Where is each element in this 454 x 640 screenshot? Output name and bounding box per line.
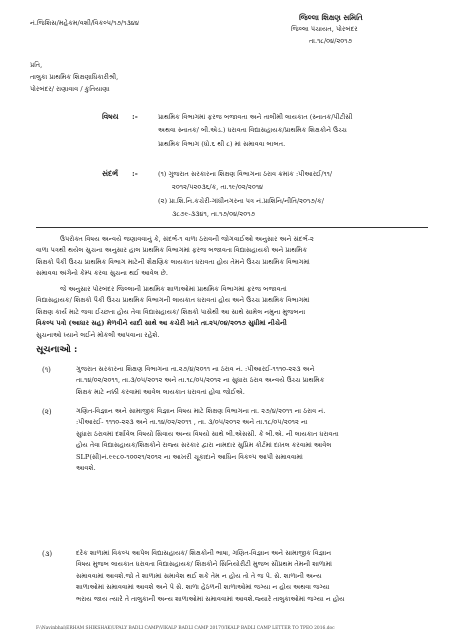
- instruction-item-3: [76, 548, 428, 605]
- reference-item-1: (૧) ગુજરાત સરકારના શિક્ષણ વિભાગના ઠરાવ ક્રમાંક :પીઆરઈ/૧૧/: [158, 170, 333, 178]
- reference-number: નં.જિશિસ/મહેકમ/વશી/વિકલ્પ/૧૭/૧૩૪૪: [30, 19, 140, 27]
- body-paragraph-1: [36, 234, 428, 280]
- paragraph-line: જે અનુસાર પોરબંદર જિલ્લાની પ્રાથમિક શાળાઓમાં પ્રાથમિક વિભાગમાં ફરજ બજાવતાં: [60, 285, 287, 293]
- recipient-places: પોરબંદર/ રાણાવાવ / કુતિયાણા: [30, 85, 110, 93]
- reference-label: સંદર્ભ: [102, 169, 119, 178]
- paragraph-line: સુચનાઓ ધ્યાને લઈને મોકલી આપવાના રહેશે.: [36, 330, 160, 339]
- issuer-address: જિલ્લા પંચાયત, પોરબંદર: [291, 25, 358, 33]
- instructions-heading: સૂચનાઓ :: [36, 345, 78, 355]
- item-line: હોય તેવા વિદ્યાસહાયક/શિક્ષકોને રાજ્ય સરકાર દ્વારા નામદાર સુપ્રિમ કોર્ટમાં દાખલ કરવામાં આવેલ: [76, 441, 332, 450]
- subject-label: વિષય: [102, 112, 119, 121]
- item-number: (૨): [42, 408, 52, 416]
- divider: [36, 227, 428, 228]
- paragraph-line-emphasis: વિકલ્પ પત્રો (આધાર સહ) મેળવીને યાદી સાથે આ કચેરી ખાતે તા.૨૫/૦૪/૨૦૧૭ સુધીમાં નીચેની: [36, 319, 287, 328]
- item-line: દરેક શાળામાં વિકલ્પ આપેલ વિદ્યાસહાયક/ શિક્ષકોની ભાષા, ગણિત-વિજ્ઞાન અને સામાજીક વિજ્ઞાન: [76, 549, 332, 557]
- item-line: ગુજરાત સરકારના શિક્ષણ વિભાગના તા.૨૭/૪/૨૦૧૧ ના ઠરાવ નં. :પીઆરઈ-૧૧૧૦-૨૨૩ અને: [76, 365, 315, 373]
- item-line: સુધારા ઠરાવમાં દર્શાવેલ વિષયો સિવાય અન્ય વિષયો સાથે બી.એસસી. કે બી.એ. ની લાયકાત ધરાવતા: [76, 429, 339, 438]
- issuer-name: જિલ્લા શિક્ષણ સમિતિ: [299, 13, 363, 22]
- body-paragraph-2: [36, 284, 428, 341]
- item-line: ગણિત-વિજ્ઞાન અને સામાજીક વિજ્ઞાન વિષય માટે શિક્ષણ વિભાગના તા. ૨૭/૪/૨૦૧૧ ના ઠરાવ નં.: [76, 407, 326, 415]
- item-line: સમાવવામાં આવશે.જો તે શાળામાં સમાવેશ થઈ શકે તેમ ન હોય તો તે જ પે. સે. શાળાની અન્ય: [76, 571, 322, 580]
- item-line: શાળાઓમાં સમાવવામાં આવશે અને પે સે. શાળા હેઠળની શાળાઓમાં જગ્યા ન હોય અથવા જગ્યા: [76, 583, 330, 592]
- reference-separator: :-: [132, 169, 138, 178]
- paragraph-line: ઉપરોક્ત વિષય અન્વયે જણાવવાનું કે, સંદર્ભ-૧ વાળા ઠરાવની જોગવાઈઓ અનુસાર અને સંદર્ભ-૨: [60, 235, 314, 243]
- paragraph-line: સમાવવા અંગેનો કેમ્પ કરવા સુચના થઈ આવેલ છે.: [36, 269, 168, 278]
- letter-date: તા.૧૮/૦૪/૨૦૧૭: [309, 37, 353, 45]
- recipient-to: પ્રતિ,: [30, 61, 43, 69]
- item-line: આવશે.: [76, 463, 96, 472]
- subject-line: અથવા સ્નાતક/ બી.એડ.) ધરાવતા વિદ્યાસહાયક/પ્રાથમિક શિક્ષકોને ઉચ્ચ: [158, 126, 347, 134]
- paragraph-line: વિદ્યાસહાયક/ શિક્ષકો પૈકી ઉચ્ચ પ્રાથમિક વિભાગની લાયકાત ધરાવતાં હોય અને ઉચ્ચ પ્રાથમિક વિભાગમાં: [36, 296, 310, 305]
- item-line: વિષય મુજબ લાયકાત ધરાવતા વિદ્યાસહાયક/ શિક્ષકોને સિનિયોરીટી મુજબ સૌપ્રથમ તેમની શાળામાં: [76, 560, 333, 569]
- reference-item-2-cont: ૩૮૭૯-૩૩૪૧, તા.૧૭/૦૪/૨૦૧૭: [172, 210, 256, 218]
- instruction-item-2: [76, 406, 428, 474]
- item-line: :પીઆરઈ- ૧૧૧૦-૨૨૩ અને તા.૧૪/૦૨/૨૦૧૧ , તા. ૩/૦૫/૨૦૧૨ અને તા.૧૮/૦૫/૨૦૧૨ ના: [76, 418, 308, 427]
- subject-line: પ્રાથમિક વિભાગમાં ફરજ બજાવતા અને તાલીમી લાયકાત (સ્નાતક/પીટીસી: [158, 113, 353, 121]
- item-line: શિક્ષક માટે નક્કી કરવામાં આવેલ લાયકાત ધરાવતાં હોવા જોઈએ.: [76, 387, 245, 396]
- item-number: (૧): [42, 366, 51, 374]
- reference-item-1-cont: ૨૦૧૨/૫૨૦૩૬/ક, તા.૧૯/૦૨/૨૦૧૪: [172, 183, 264, 191]
- paragraph-line: શિક્ષકો પૈકી ઉચ્ચ પ્રાથમિક વિભાગ માટેની શૈક્ષણિક લાયકાત ધરાવતા હોય તેમને ઉચ્ચ પ્રાથમિક વિભાગમાં: [36, 257, 310, 266]
- paragraph-line: શિક્ષણ કાર્ય માટે જવા ઈચ્છતા હોય તેવા વિદ્યાસહાયક/ શિક્ષકો પાસેથી આ સાથે સામેલ નમુના મુજબના: [36, 307, 306, 316]
- item-line: તા.૧૪/૦૨/૨૦૧૧, તા.૩/૦૫/૨૦૧૨ અને તા.૧૮/૦૫/૨૦૧૨ ના સુધારા ઠરાવ અન્વયે ઉચ્ચ પ્રાથમિક: [76, 376, 325, 385]
- subject-separator: :-: [132, 112, 138, 121]
- subject-line: પ્રાથમિક વિભાગ (ધો.૬ થી ૮) માં સમાવવા બાબત.: [158, 140, 286, 148]
- item-line: SLP(સી)નં.૯૯૮૦-૧૦૦૨૧/૨૦૧૨ ના આખરી ચૂકાદાને આધિન વિકલ્પ આપી સમાવવામાં: [76, 452, 303, 461]
- recipient-title: તાલુકા પ્રાથમિક શિક્ષણાધિકારીશ્રી,: [30, 73, 119, 81]
- reference-item-2: (૨) પ્રા.શિ.નિ.કચેરી-ગાંધીનગરના પત્ર નં.પ્રાશિનિ/નીતિ/૨૦૧૭/ક/: [158, 197, 324, 205]
- paragraph-line: વાળા પત્રથી થયેલ સુચના અનુસાર હાલ પ્રાથમિક વિભાગમાં ફરજ બજાવતા વિદ્યાસહાયકો અને પ્રાથમિક: [36, 246, 308, 255]
- file-path-footer: F:\Navinbhai\ERHAM SHIKSHAK\UPALY BADLI CAMP\VIKALP BADLI CAMP 2017\VIKALP BADLI CAMP LETTER TO TPEO 2016.doc: [36, 626, 335, 631]
- instruction-item-1: [76, 364, 428, 398]
- item-line: ભરાય જાય ત્યારે તે તાલુકાની અન્ય શાળાઓમાં સમાવવામાં આવશે.જ્યારે તાલુકાઓમાં જગ્યા ન હોય: [76, 594, 345, 603]
- item-number: (૩): [42, 550, 53, 558]
